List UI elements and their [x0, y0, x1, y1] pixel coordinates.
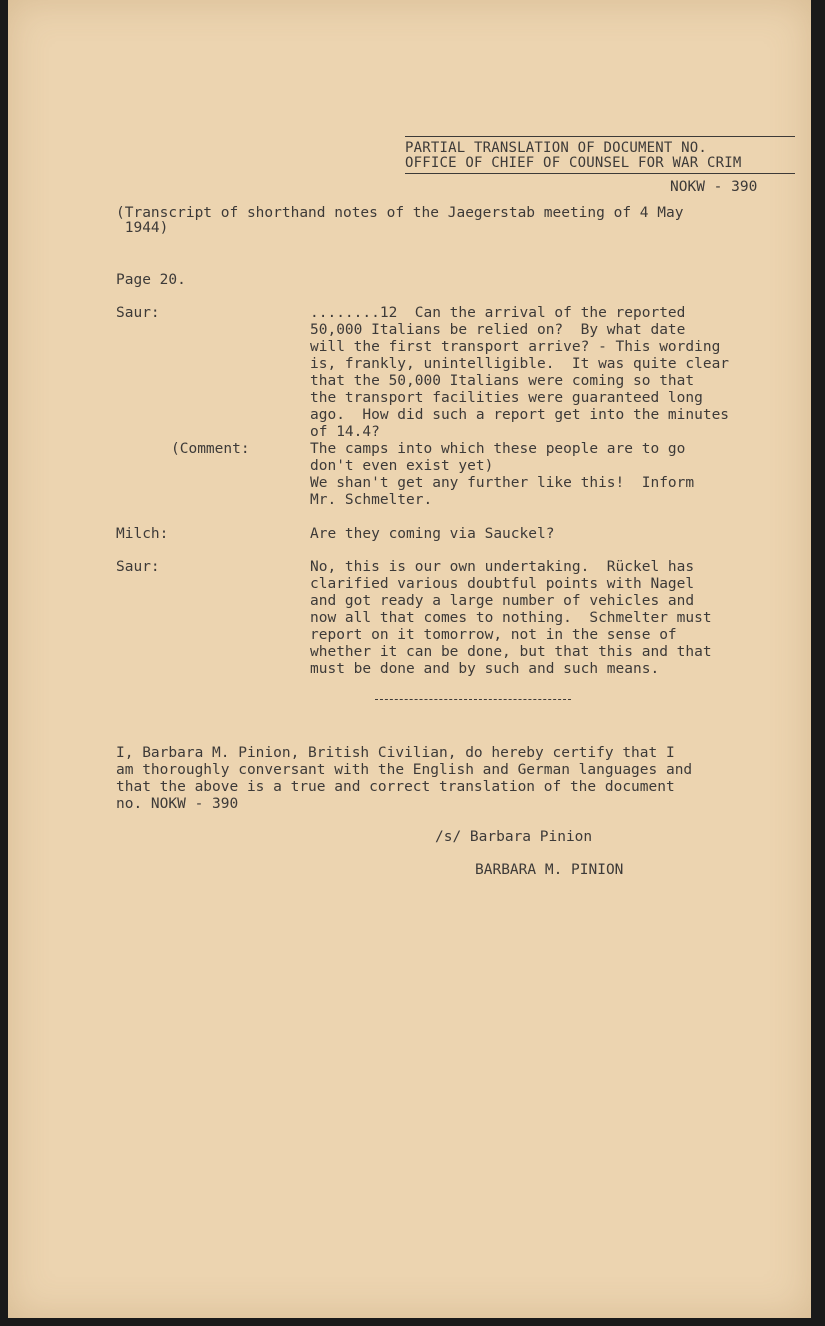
intro-line-1: (Transcript of shorthand notes of the Jaegerstab meeting of 4 May	[116, 205, 684, 221]
speaker-comment: (Comment:	[171, 441, 250, 457]
passage-saur-1	[310, 305, 800, 441]
signature: /s/ Barbara Pinion	[435, 829, 593, 845]
header-block	[405, 136, 795, 174]
header-title: PARTIAL TRANSLATION OF DOCUMENT NO.	[405, 140, 708, 156]
document-number: NOKW - 390	[670, 179, 758, 195]
passage-line: is, frankly, unintelligible. It was quite clear	[310, 356, 730, 372]
certification-block	[116, 745, 806, 813]
certification-line: that the above is a true and correct translation of the document	[116, 779, 675, 795]
header-rule-bottom	[405, 173, 795, 174]
passage-line: and got ready a large number of vehicles and	[310, 593, 695, 609]
passage-line: must be done and by such and such means.	[310, 661, 660, 677]
speaker-saur-2: Saur:	[116, 559, 160, 575]
page-reference: Page 20.	[116, 272, 186, 288]
passage-line: 50,000 Italians be relied on? By what date	[310, 322, 686, 338]
passage-line: report on it tomorrow, not in the sense of	[310, 627, 677, 643]
passage-line: now all that comes to nothing. Schmelter must	[310, 610, 712, 626]
passage-line: the transport facilities were guaranteed long	[310, 390, 703, 406]
document-page	[8, 0, 811, 1318]
passage-line: ........12 Can the arrival of the reported	[310, 305, 686, 321]
certification-line: am thoroughly conversant with the English and German languages and	[116, 762, 693, 778]
passage-line: will the first transport arrive? - This wording	[310, 339, 721, 355]
passage-line: Mr. Schmelter.	[310, 492, 433, 508]
header-rule-top	[405, 136, 795, 137]
passage-line: No, this is our own undertaking. Rückel has	[310, 559, 695, 575]
passage-line: of 14.4?	[310, 424, 380, 440]
speaker-milch: Milch:	[116, 526, 169, 542]
intro-line-2: 1944)	[116, 220, 169, 236]
passage-line: ago. How did such a report get into the minutes	[310, 407, 730, 423]
passage-line: The camps into which these people are to go	[310, 441, 686, 457]
speaker-saur-1: Saur:	[116, 305, 160, 321]
passage-line: clarified various doubtful points with Nagel	[310, 576, 695, 592]
printed-name: BARBARA M. PINION	[475, 862, 624, 878]
section-divider	[375, 699, 571, 700]
passage-line: whether it can be done, but that this and that	[310, 644, 712, 660]
header-office: OFFICE OF CHIEF OF COUNSEL FOR WAR CRIM	[405, 155, 742, 171]
passage-milch: Are they coming via Sauckel?	[310, 526, 555, 542]
passage-line: We shan't get any further like this! Inform	[310, 475, 695, 491]
passage-comment	[310, 441, 800, 509]
certification-line: I, Barbara M. Pinion, British Civilian, do hereby certify that I	[116, 745, 675, 761]
passage-saur-2	[310, 559, 800, 678]
certification-line: no. NOKW - 390	[116, 796, 239, 812]
passage-line: don't even exist yet)	[310, 458, 494, 474]
passage-line: that the 50,000 Italians were coming so that	[310, 373, 695, 389]
